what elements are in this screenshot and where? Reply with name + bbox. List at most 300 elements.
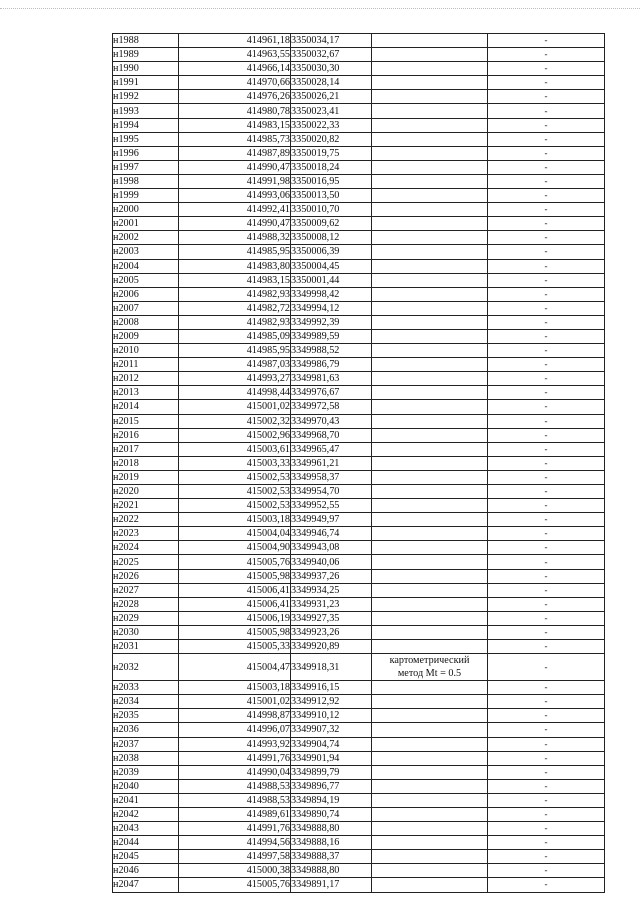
coordinate-x: 414993,92 bbox=[179, 737, 291, 751]
table-row bbox=[113, 358, 605, 372]
coordinate-x: 414994,56 bbox=[179, 836, 291, 850]
coordinate-y: 3350016,95 bbox=[291, 174, 372, 188]
accuracy-dash: - bbox=[488, 499, 605, 513]
coordinate-y: 3350023,41 bbox=[291, 104, 372, 118]
table-row bbox=[113, 765, 605, 779]
method-cell bbox=[372, 709, 488, 723]
point-name: н1996 bbox=[113, 146, 179, 160]
accuracy-dash: - bbox=[488, 765, 605, 779]
coordinate-x: 414989,61 bbox=[179, 807, 291, 821]
point-name: н1988 bbox=[113, 34, 179, 48]
coordinate-y: 3350010,70 bbox=[291, 203, 372, 217]
point-name: н2028 bbox=[113, 597, 179, 611]
method-cell bbox=[372, 864, 488, 878]
method-cell bbox=[372, 400, 488, 414]
method-cell bbox=[372, 62, 488, 76]
point-name: н1998 bbox=[113, 174, 179, 188]
accuracy-dash: - bbox=[488, 414, 605, 428]
table-row bbox=[113, 146, 605, 160]
accuracy-dash: - bbox=[488, 850, 605, 864]
table-row bbox=[113, 836, 605, 850]
table-row bbox=[113, 203, 605, 217]
coordinate-y: 3349943,08 bbox=[291, 541, 372, 555]
point-name: н2005 bbox=[113, 273, 179, 287]
coordinate-x: 414998,87 bbox=[179, 709, 291, 723]
method-label-line1: картометрический bbox=[389, 655, 470, 667]
table-row bbox=[113, 386, 605, 400]
method-cell bbox=[372, 329, 488, 343]
coordinate-x: 414990,04 bbox=[179, 765, 291, 779]
point-name: н1995 bbox=[113, 132, 179, 146]
method-cell bbox=[372, 737, 488, 751]
coordinate-x: 415004,90 bbox=[179, 541, 291, 555]
coordinate-y: 3349988,52 bbox=[291, 344, 372, 358]
coordinate-y: 3350020,82 bbox=[291, 132, 372, 146]
accuracy-dash: - bbox=[488, 442, 605, 456]
coordinate-x: 415001,02 bbox=[179, 400, 291, 414]
table-row bbox=[113, 160, 605, 174]
method-cell bbox=[372, 499, 488, 513]
method-cell bbox=[372, 597, 488, 611]
table-row bbox=[113, 104, 605, 118]
table-row bbox=[113, 597, 605, 611]
coordinate-x: 415002,96 bbox=[179, 428, 291, 442]
point-name: н2034 bbox=[113, 695, 179, 709]
coordinate-y: 3349891,17 bbox=[291, 878, 372, 892]
coordinate-x: 414982,72 bbox=[179, 301, 291, 315]
coordinate-y: 3350034,17 bbox=[291, 34, 372, 48]
coordinate-y: 3349927,35 bbox=[291, 611, 372, 625]
coordinate-x: 414990,47 bbox=[179, 217, 291, 231]
coordinate-y: 3349888,16 bbox=[291, 836, 372, 850]
table-row bbox=[113, 513, 605, 527]
table-row bbox=[113, 287, 605, 301]
table-row bbox=[113, 329, 605, 343]
coordinate-y: 3349976,67 bbox=[291, 386, 372, 400]
coordinate-x: 415004,47 bbox=[179, 654, 291, 681]
table-row bbox=[113, 259, 605, 273]
coordinate-y: 3349896,77 bbox=[291, 779, 372, 793]
method-cell bbox=[372, 301, 488, 315]
coordinate-x: 414991,98 bbox=[179, 174, 291, 188]
coordinate-y: 3349965,47 bbox=[291, 442, 372, 456]
point-name: н2008 bbox=[113, 315, 179, 329]
coordinate-y: 3349946,74 bbox=[291, 527, 372, 541]
method-cell bbox=[372, 822, 488, 836]
accuracy-dash: - bbox=[488, 189, 605, 203]
table-row bbox=[113, 273, 605, 287]
table-row bbox=[113, 527, 605, 541]
accuracy-dash: - bbox=[488, 386, 605, 400]
coordinate-x: 414991,76 bbox=[179, 822, 291, 836]
accuracy-dash: - bbox=[488, 836, 605, 850]
table-row bbox=[113, 34, 605, 48]
point-name: н1991 bbox=[113, 76, 179, 90]
point-name: н2037 bbox=[113, 737, 179, 751]
method-cell bbox=[372, 132, 488, 146]
method-cell bbox=[372, 850, 488, 864]
method-cell bbox=[372, 90, 488, 104]
point-name: н2010 bbox=[113, 344, 179, 358]
accuracy-dash: - bbox=[488, 470, 605, 484]
table-row bbox=[113, 485, 605, 499]
coordinate-x: 414982,93 bbox=[179, 287, 291, 301]
point-name: н2016 bbox=[113, 428, 179, 442]
accuracy-dash: - bbox=[488, 203, 605, 217]
point-name: н2013 bbox=[113, 386, 179, 400]
point-name: н2001 bbox=[113, 217, 179, 231]
point-name: н2039 bbox=[113, 765, 179, 779]
table-row bbox=[113, 470, 605, 484]
accuracy-dash: - bbox=[488, 217, 605, 231]
table-row bbox=[113, 878, 605, 892]
accuracy-dash: - bbox=[488, 329, 605, 343]
method-cell bbox=[372, 625, 488, 639]
accuracy-dash: - bbox=[488, 118, 605, 132]
method-cell bbox=[372, 174, 488, 188]
coordinate-y: 3350004,45 bbox=[291, 259, 372, 273]
point-name: н1989 bbox=[113, 48, 179, 62]
point-name: н2047 bbox=[113, 878, 179, 892]
method-cell bbox=[372, 48, 488, 62]
method-cell bbox=[372, 555, 488, 569]
table-row bbox=[113, 611, 605, 625]
method-cell bbox=[372, 836, 488, 850]
coordinate-x: 415005,98 bbox=[179, 625, 291, 639]
coordinate-x: 414991,76 bbox=[179, 751, 291, 765]
method-cell bbox=[372, 456, 488, 470]
coordinate-x: 414966,14 bbox=[179, 62, 291, 76]
coordinate-x: 415002,53 bbox=[179, 470, 291, 484]
accuracy-dash: - bbox=[488, 48, 605, 62]
coordinate-x: 415005,76 bbox=[179, 555, 291, 569]
accuracy-dash: - bbox=[488, 34, 605, 48]
coordinate-y: 3349894,19 bbox=[291, 793, 372, 807]
coordinate-y: 3349992,39 bbox=[291, 315, 372, 329]
table-row bbox=[113, 822, 605, 836]
accuracy-dash: - bbox=[488, 737, 605, 751]
table-row bbox=[113, 864, 605, 878]
accuracy-dash: - bbox=[488, 428, 605, 442]
coordinate-x: 414992,41 bbox=[179, 203, 291, 217]
accuracy-dash: - bbox=[488, 541, 605, 555]
table-row bbox=[113, 301, 605, 315]
method-cell bbox=[372, 315, 488, 329]
coordinate-y: 3349890,74 bbox=[291, 807, 372, 821]
coordinate-y: 3349949,97 bbox=[291, 513, 372, 527]
method-cell bbox=[372, 611, 488, 625]
table-row bbox=[113, 737, 605, 751]
coordinate-x: 414988,53 bbox=[179, 779, 291, 793]
coordinate-y: 3349989,59 bbox=[291, 329, 372, 343]
coordinate-x: 414993,06 bbox=[179, 189, 291, 203]
method-cell bbox=[372, 386, 488, 400]
table-row bbox=[113, 555, 605, 569]
method-cell bbox=[372, 681, 488, 695]
point-name: н2015 bbox=[113, 414, 179, 428]
point-name: н2025 bbox=[113, 555, 179, 569]
table-row bbox=[113, 90, 605, 104]
coordinate-x: 415001,02 bbox=[179, 695, 291, 709]
coordinate-x: 415003,18 bbox=[179, 681, 291, 695]
accuracy-dash: - bbox=[488, 132, 605, 146]
point-name: н2012 bbox=[113, 372, 179, 386]
point-name: н2026 bbox=[113, 569, 179, 583]
coordinate-y: 3350026,21 bbox=[291, 90, 372, 104]
point-name: н2044 bbox=[113, 836, 179, 850]
accuracy-dash: - bbox=[488, 681, 605, 695]
point-name: н2041 bbox=[113, 793, 179, 807]
coordinate-y: 3350019,75 bbox=[291, 146, 372, 160]
coordinate-x: 415002,32 bbox=[179, 414, 291, 428]
method-cell bbox=[372, 287, 488, 301]
point-name: н2006 bbox=[113, 287, 179, 301]
table-row bbox=[113, 807, 605, 821]
point-name: н2007 bbox=[113, 301, 179, 315]
method-cell bbox=[372, 442, 488, 456]
coordinate-x: 414980,78 bbox=[179, 104, 291, 118]
accuracy-dash: - bbox=[488, 344, 605, 358]
coordinate-x: 414987,03 bbox=[179, 358, 291, 372]
point-name: н2022 bbox=[113, 513, 179, 527]
table-row bbox=[113, 344, 605, 358]
point-name: н2043 bbox=[113, 822, 179, 836]
coordinate-y: 3350006,39 bbox=[291, 245, 372, 259]
table-row bbox=[113, 541, 605, 555]
coordinate-y: 3349931,23 bbox=[291, 597, 372, 611]
coordinate-y: 3349986,79 bbox=[291, 358, 372, 372]
point-name: н2030 bbox=[113, 625, 179, 639]
coordinate-y: 3350013,50 bbox=[291, 189, 372, 203]
method-cell bbox=[372, 485, 488, 499]
point-name: н2045 bbox=[113, 850, 179, 864]
point-name: н2038 bbox=[113, 751, 179, 765]
point-name: н2004 bbox=[113, 259, 179, 273]
accuracy-dash: - bbox=[488, 751, 605, 765]
accuracy-dash: - bbox=[488, 793, 605, 807]
point-name: н2020 bbox=[113, 485, 179, 499]
method-cell bbox=[372, 414, 488, 428]
coordinate-x: 415002,53 bbox=[179, 499, 291, 513]
table-row bbox=[113, 428, 605, 442]
method-cell bbox=[372, 723, 488, 737]
coordinate-y: 3350030,30 bbox=[291, 62, 372, 76]
coordinate-y: 3349954,70 bbox=[291, 485, 372, 499]
coordinate-y: 3349961,21 bbox=[291, 456, 372, 470]
point-name: н2046 bbox=[113, 864, 179, 878]
coordinate-y: 3349899,79 bbox=[291, 765, 372, 779]
accuracy-dash: - bbox=[488, 301, 605, 315]
scan-edge bbox=[0, 8, 640, 13]
coordinate-y: 3349994,12 bbox=[291, 301, 372, 315]
method-cell bbox=[372, 189, 488, 203]
method-cell bbox=[372, 765, 488, 779]
coordinate-x: 415004,04 bbox=[179, 527, 291, 541]
point-name: н2019 bbox=[113, 470, 179, 484]
coordinate-x: 414983,15 bbox=[179, 118, 291, 132]
coordinate-x: 414993,27 bbox=[179, 372, 291, 386]
point-name: н2033 bbox=[113, 681, 179, 695]
accuracy-dash: - bbox=[488, 456, 605, 470]
table-row bbox=[113, 231, 605, 245]
coordinate-x: 414990,47 bbox=[179, 160, 291, 174]
table-row bbox=[113, 625, 605, 639]
point-name: н1994 bbox=[113, 118, 179, 132]
method-cell bbox=[372, 231, 488, 245]
accuracy-dash: - bbox=[488, 90, 605, 104]
coordinate-y: 3349923,26 bbox=[291, 625, 372, 639]
method-cell bbox=[372, 344, 488, 358]
coordinate-x: 415005,98 bbox=[179, 569, 291, 583]
accuracy-dash: - bbox=[488, 807, 605, 821]
table-row bbox=[113, 723, 605, 737]
coordinate-x: 415005,33 bbox=[179, 640, 291, 654]
coordinate-y: 3349918,31 bbox=[291, 654, 372, 681]
coordinate-y: 3349916,15 bbox=[291, 681, 372, 695]
coordinate-x: 415000,38 bbox=[179, 864, 291, 878]
coordinate-x: 414998,44 bbox=[179, 386, 291, 400]
coordinate-y: 3350001,44 bbox=[291, 273, 372, 287]
accuracy-dash: - bbox=[488, 315, 605, 329]
accuracy-dash: - bbox=[488, 569, 605, 583]
table-row bbox=[113, 76, 605, 90]
coordinate-x: 414996,07 bbox=[179, 723, 291, 737]
coordinate-x: 414987,89 bbox=[179, 146, 291, 160]
method-cell bbox=[372, 569, 488, 583]
method-cell bbox=[372, 470, 488, 484]
coordinate-y: 3349910,12 bbox=[291, 709, 372, 723]
accuracy-dash: - bbox=[488, 485, 605, 499]
table-row bbox=[113, 681, 605, 695]
accuracy-dash: - bbox=[488, 231, 605, 245]
method-cell bbox=[372, 513, 488, 527]
coordinates-table bbox=[112, 33, 605, 893]
accuracy-dash: - bbox=[488, 597, 605, 611]
table-row bbox=[113, 709, 605, 723]
method-cell bbox=[372, 34, 488, 48]
table-row bbox=[113, 118, 605, 132]
point-name: н2018 bbox=[113, 456, 179, 470]
coordinate-x: 415002,53 bbox=[179, 485, 291, 499]
point-name: н2042 bbox=[113, 807, 179, 821]
accuracy-dash: - bbox=[488, 62, 605, 76]
accuracy-dash: - bbox=[488, 822, 605, 836]
coordinate-x: 414976,26 bbox=[179, 90, 291, 104]
coordinate-y: 3349912,92 bbox=[291, 695, 372, 709]
accuracy-dash: - bbox=[488, 695, 605, 709]
coordinate-x: 414997,58 bbox=[179, 850, 291, 864]
coordinate-x: 415005,76 bbox=[179, 878, 291, 892]
point-name: н2032 bbox=[113, 654, 179, 681]
coordinate-y: 3349920,89 bbox=[291, 640, 372, 654]
coordinate-x: 415003,61 bbox=[179, 442, 291, 456]
coordinate-y: 3349888,37 bbox=[291, 850, 372, 864]
point-name: н1993 bbox=[113, 104, 179, 118]
coordinate-y: 3349981,63 bbox=[291, 372, 372, 386]
point-name: н2021 bbox=[113, 499, 179, 513]
coordinate-x: 414970,66 bbox=[179, 76, 291, 90]
method-cell bbox=[372, 807, 488, 821]
table-row bbox=[113, 654, 605, 681]
coordinate-y: 3349970,43 bbox=[291, 414, 372, 428]
accuracy-dash: - bbox=[488, 76, 605, 90]
coordinate-y: 3349952,55 bbox=[291, 499, 372, 513]
coordinate-x: 414985,09 bbox=[179, 329, 291, 343]
coordinate-x: 414985,95 bbox=[179, 245, 291, 259]
method-label-line2: метод Mt = 0.5 bbox=[397, 668, 462, 680]
coordinate-y: 3350008,12 bbox=[291, 231, 372, 245]
accuracy-dash: - bbox=[488, 400, 605, 414]
table-row bbox=[113, 174, 605, 188]
coordinates-table-body bbox=[113, 34, 605, 893]
table-row bbox=[113, 400, 605, 414]
table-row bbox=[113, 245, 605, 259]
coordinate-x: 414985,95 bbox=[179, 344, 291, 358]
coordinate-x: 414985,73 bbox=[179, 132, 291, 146]
method-cell bbox=[372, 160, 488, 174]
table-row bbox=[113, 499, 605, 513]
table-row bbox=[113, 793, 605, 807]
table-row bbox=[113, 62, 605, 76]
coordinate-x: 415006,19 bbox=[179, 611, 291, 625]
point-name: н2024 bbox=[113, 541, 179, 555]
coordinate-y: 3349940,06 bbox=[291, 555, 372, 569]
method-cell bbox=[372, 779, 488, 793]
accuracy-dash: - bbox=[488, 104, 605, 118]
coordinate-y: 3350022,33 bbox=[291, 118, 372, 132]
coordinate-y: 3349904,74 bbox=[291, 737, 372, 751]
table-row bbox=[113, 48, 605, 62]
point-name: н2036 bbox=[113, 723, 179, 737]
method-cell bbox=[372, 203, 488, 217]
point-name: н2003 bbox=[113, 245, 179, 259]
accuracy-dash: - bbox=[488, 878, 605, 892]
coordinate-y: 3349968,70 bbox=[291, 428, 372, 442]
method-cell bbox=[372, 104, 488, 118]
accuracy-dash: - bbox=[488, 640, 605, 654]
coordinate-x: 414988,53 bbox=[179, 793, 291, 807]
method-cell bbox=[372, 259, 488, 273]
coordinate-x: 414988,32 bbox=[179, 231, 291, 245]
accuracy-dash: - bbox=[488, 259, 605, 273]
table-row bbox=[113, 217, 605, 231]
table-row bbox=[113, 751, 605, 765]
method-cell bbox=[372, 793, 488, 807]
method-cell bbox=[372, 654, 488, 681]
accuracy-dash: - bbox=[488, 709, 605, 723]
point-name: н2017 bbox=[113, 442, 179, 456]
point-name: н2027 bbox=[113, 583, 179, 597]
method-cell bbox=[372, 428, 488, 442]
coordinate-y: 3349934,25 bbox=[291, 583, 372, 597]
coordinate-y: 3349972,58 bbox=[291, 400, 372, 414]
point-name: н1990 bbox=[113, 62, 179, 76]
method-cell bbox=[372, 372, 488, 386]
method-cell bbox=[372, 245, 488, 259]
coordinate-y: 3349907,32 bbox=[291, 723, 372, 737]
table-row bbox=[113, 442, 605, 456]
coordinate-x: 415006,41 bbox=[179, 583, 291, 597]
method-cell bbox=[372, 217, 488, 231]
point-name: н2000 bbox=[113, 203, 179, 217]
method-cell bbox=[372, 541, 488, 555]
method-cell bbox=[372, 583, 488, 597]
coordinate-y: 3350018,24 bbox=[291, 160, 372, 174]
table-row bbox=[113, 569, 605, 583]
point-name: н2029 bbox=[113, 611, 179, 625]
accuracy-dash: - bbox=[488, 864, 605, 878]
accuracy-dash: - bbox=[488, 174, 605, 188]
